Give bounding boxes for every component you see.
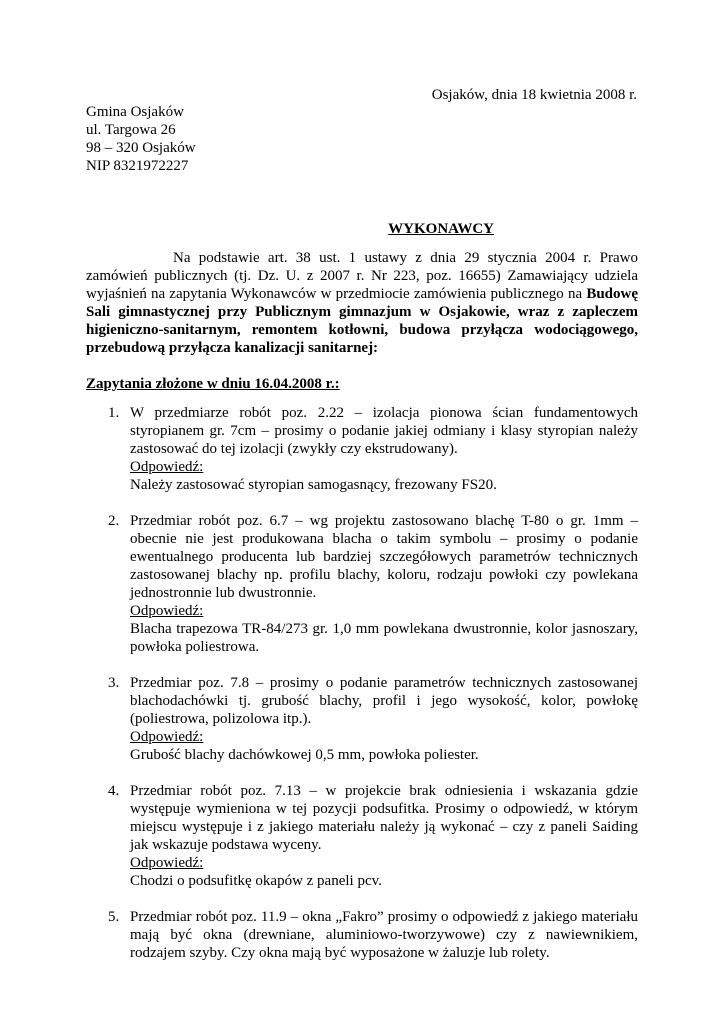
list-item — [86, 512, 638, 656]
recipient-heading: WYKONAWCY — [388, 221, 494, 237]
answer-label: Odpowiedź: — [130, 603, 204, 619]
question-number: 1. — [108, 405, 120, 421]
question-number: 5. — [108, 909, 120, 925]
question-text: Przedmiar poz. 7.8 – prosimy o podanie parametrów technicznych zastosowanej blachodachówki tj. grubość blachy, profil i jego wysokość, kolor, powłokę (poliestrowa, polizolowa itp.). — [130, 675, 638, 727]
intro-bold-text: Budowę Sali gimnastycznej przy Publicznym gimnazjum w Osjakowie, wraz z zapleczem higieniczno-sanitarnym, remontem kotłowni, budowa przyłącza wodociągowego, przebudową przyłącza kanalizacji sanitarnej: — [86, 286, 638, 356]
sender-line: 98 – 320 Osjaków — [86, 140, 196, 156]
list-item — [86, 404, 638, 494]
intro-paragraph — [86, 249, 638, 357]
answer-label: Odpowiedź: — [130, 729, 204, 745]
list-item — [86, 674, 638, 764]
question-text: W przedmiarze robót poz. 2.22 – izolacja pionowa ścian fundamentowych styropianem gr. 7cm – prosimy o podanie jakiej odmiany i klasy styropian należy zastosować do tej izolacji (zwykły czy ekstrudowany). — [130, 405, 638, 457]
list-item — [86, 782, 638, 890]
list-item — [86, 908, 638, 962]
sender-line: ul. Targowa 26 — [86, 122, 176, 138]
question-text: Przedmiar robót poz. 6.7 – wg projektu zastosowano blachę T-80 o gr. 1mm – obecnie nie jest produkowana blacha o takim symbolu – prosimy o podanie ewentualnego producenta lub bardziej szczegółowych parametrów technicznych zastosowanej blachy np. profilu blachy, koloru, rodzaju powłoki czy powlekana jednostronnie lub dwustronnie. — [130, 513, 638, 601]
questions-list — [86, 404, 638, 980]
place-date: Osjaków, dnia 18 kwietnia 2008 r. — [431, 87, 637, 103]
question-number: 3. — [108, 675, 120, 691]
sender-address — [86, 103, 196, 175]
answer-text: Blacha trapezowa TR-84/273 gr. 1,0 mm powlekana dwustronnie, kolor jasnoszary, powłoka poliestrowa. — [130, 621, 638, 655]
intro-text: Na podstawie art. 38 ust. 1 ustawy z dnia 29 stycznia 2004 r. Prawo zamówień publicznych (tj. Dz. U. z 2007 r. Nr 223, poz. 16655) Zamawiający udziela wyjaśnień na zapytania Wykonawców w przedmiocie zamówienia publicznego na — [86, 250, 638, 302]
question-number: 4. — [108, 783, 120, 799]
answer-text: Chodzi o podsufitkę okapów z paneli pcv. — [130, 873, 382, 889]
answer-text: Grubość blachy dachówkowej 0,5 mm, powłoka poliester. — [130, 747, 479, 763]
section-title: Zapytania złożone w dniu 16.04.2008 r.: — [86, 376, 340, 392]
answer-text: Należy zastosować styropian samogasnący, frezowany FS20. — [130, 477, 497, 493]
sender-line: Gmina Osjaków — [86, 104, 184, 120]
question-number: 2. — [108, 513, 120, 529]
answer-label: Odpowiedź: — [130, 855, 204, 871]
question-text: Przedmiar robót poz. 11.9 – okna „Fakro” prosimy o odpowiedź z jakiego materiału mają być okna (drewniane, aluminiowo-tworzywowe) czy z nawiewnikiem, rodzajem szyby. Czy okna mają być wyposażone w żaluzje lub rolety. — [130, 909, 638, 961]
question-text: Przedmiar robót poz. 7.13 – w projekcie brak odniesienia i wskazania gdzie występuje wymieniona w tej pozycji podsufitka. Prosimy o odpowiedź, w którym miejscu występuje i z jakiego materiału należy ją wykonać – czy z paneli Saiding jak wskazuje podstawa wyceny. — [130, 783, 638, 853]
sender-line: NIP 8321972227 — [86, 158, 189, 174]
answer-label: Odpowiedź: — [130, 459, 204, 475]
